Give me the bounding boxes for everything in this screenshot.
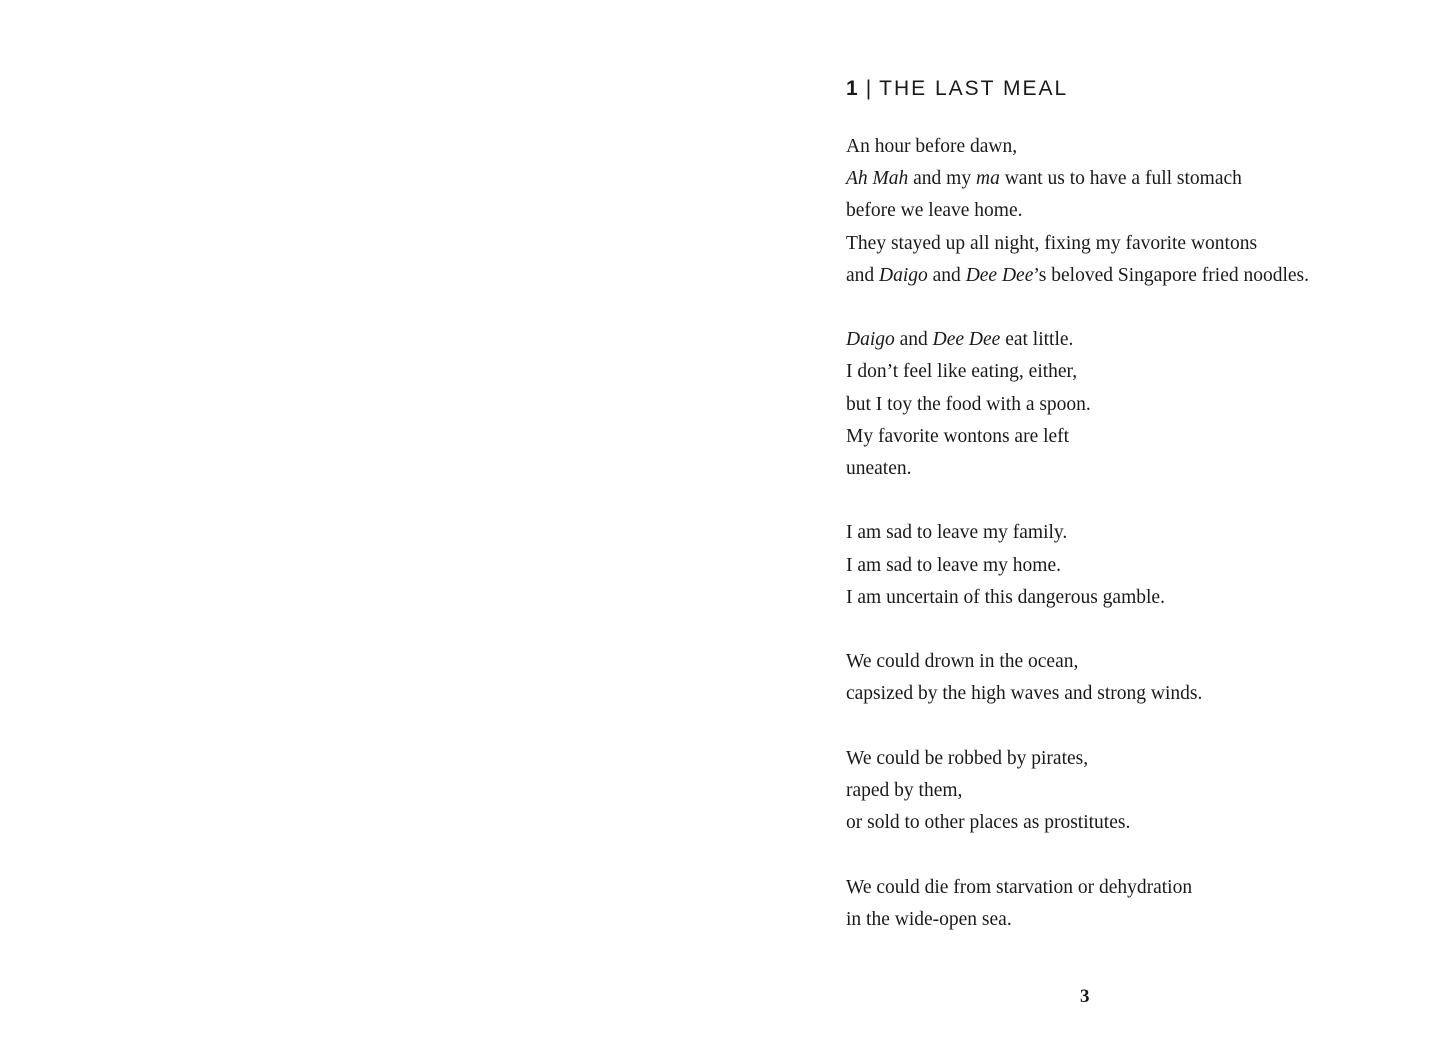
poem-text: We could drown in the ocean, [846, 651, 1079, 673]
poem-line [846, 872, 1406, 904]
poem-italic-text: ma [975, 168, 1000, 190]
poem-line [846, 195, 1406, 227]
poem-italic-text: Daigo [879, 264, 928, 286]
chapter-separator: | [865, 77, 874, 100]
page-number: 3 [1080, 986, 1090, 1007]
poem-stanza [846, 872, 1406, 936]
poem-line [846, 356, 1406, 388]
poem-line [846, 517, 1406, 549]
poem-line [846, 324, 1406, 356]
poem-text: in the wide-open sea. [846, 908, 1012, 930]
poem-text: I am uncertain of this dangerous gamble. [846, 586, 1165, 608]
poem-text: raped by them, [846, 780, 963, 801]
poem-line [846, 775, 1406, 807]
poem-line [846, 550, 1406, 582]
chapter-title: THE LAST MEAL [879, 77, 1069, 100]
poem-line [846, 646, 1406, 678]
poem-text: but I toy the food with a spoon. [846, 393, 1091, 415]
poem-text: eat little. [1000, 329, 1074, 351]
poem-text: We could die from starvation or dehydration [846, 876, 1193, 898]
poem-italic-text: Ah Mah [846, 168, 909, 190]
poem-italic-text: Dee Dee [965, 264, 1034, 286]
poem-line [846, 260, 1406, 292]
poem-text: want us to have a full stomach [999, 168, 1242, 190]
poem-line [846, 421, 1406, 453]
poem-line [846, 743, 1406, 775]
chapter-number: 1 [846, 77, 860, 100]
poem-text: ’s beloved Singapore fried noodles. [1033, 264, 1310, 286]
left-page-blank [0, 0, 722, 1059]
poem-text: or sold to other places as prostitutes. [846, 812, 1131, 834]
poem-line [846, 163, 1406, 195]
poem-text: My favorite wontons are left [846, 425, 1070, 447]
poem-text: and [846, 264, 880, 286]
chapter-heading [846, 76, 1068, 102]
poem-line [846, 131, 1406, 163]
poem-text: I don’t feel like eating, either, [846, 361, 1078, 383]
poem-text: and my [908, 168, 976, 190]
poem-italic-text: Daigo [846, 329, 895, 351]
poem-italic-text: Dee Dee [932, 329, 1001, 351]
poem-text: I am sad to leave my home. [846, 554, 1061, 576]
poem-stanza [846, 517, 1406, 614]
poem-line [846, 582, 1406, 614]
poem-stanza [846, 324, 1406, 485]
poem-text: An hour before dawn, [846, 136, 1018, 157]
poem-text: capsized by the high waves and strong winds. [846, 683, 1203, 705]
poem-text: I am sad to leave my family. [846, 522, 1068, 544]
poem-text: uneaten. [846, 458, 912, 480]
poem-line [846, 453, 1406, 485]
poem-stanza [846, 646, 1406, 710]
poem-stanza [846, 743, 1406, 840]
poem-line [846, 389, 1406, 421]
poem-text: before we leave home. [846, 200, 1023, 222]
poem-line [846, 904, 1406, 936]
right-page [722, 0, 1445, 1059]
poem-text: They stayed up all night, fixing my favorite wontons [846, 232, 1258, 254]
poem-line [846, 807, 1406, 839]
poem-line [846, 228, 1406, 260]
poem-text: and [927, 264, 966, 286]
poem-stanza [846, 131, 1406, 292]
poem-body [846, 131, 1406, 968]
poem-text: and [894, 329, 933, 351]
poem-text: We could be robbed by pirates, [846, 747, 1089, 769]
poem-line [846, 678, 1406, 710]
